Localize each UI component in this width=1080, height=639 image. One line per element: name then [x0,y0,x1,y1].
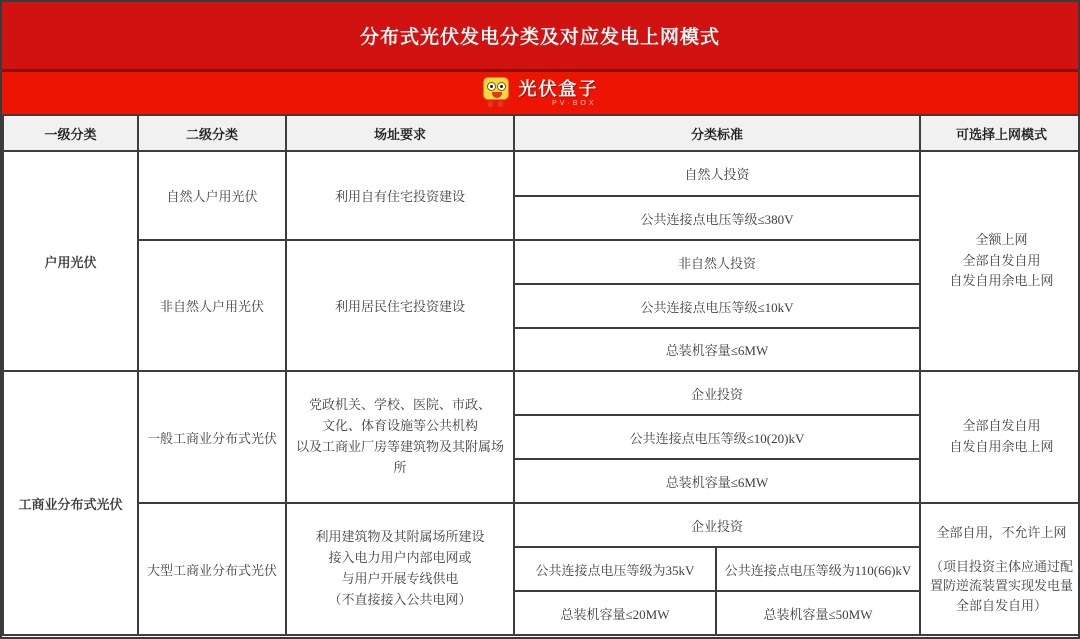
mode-line: 全部自发自用 [962,252,1041,268]
cell-site-general-commercial [286,371,514,503]
cell-level2-non-natural-person: 非自然人户用光伏 [138,240,286,371]
title-banner [2,2,1078,72]
mode-line: 全部自发自用 [962,418,1041,434]
mode-line: 全部自用，不允许上网 [936,524,1067,540]
mode-line: 全额上网 [975,231,1028,247]
cell-criteria-large-voltage-110kv: 公共连接点电压等级为110(66)kV [716,547,920,591]
cell-criteria-large-voltage-35kv: 公共连接点电压等级为35kV [514,547,716,591]
mode-line: 自发自用余电上网 [949,439,1054,454]
site-line: 党政机关、学校、医院、市政、 [308,397,491,413]
cell-modes-general-commercial [920,371,1080,503]
cell-level2-large-commercial: 大型工商业分布式光伏 [138,503,286,635]
cell-site-natural-person: 利用自有住宅投资建设 [286,151,514,240]
cell-level1-commercial: 工商业分布式光伏 [3,371,138,635]
col-header-modes: 可选择上网模式 [920,115,1080,151]
cell-site-non-natural-person: 利用居民住宅投资建设 [286,240,514,371]
cell-level2-natural-person: 自然人户用光伏 [138,151,286,240]
cell-criteria-non-natural-investor: 非自然人投资 [514,240,920,284]
page-title: 分布式光伏发电分类及对应发电上网模式 [359,27,720,48]
cell-criteria-general-capacity: 总装机容量≤6MW [514,459,920,503]
mascot-foot [498,101,503,107]
cell-criteria-large-investor: 企业投资 [514,503,920,547]
table-header-row [3,115,1080,151]
table-row [3,503,1080,547]
site-line: （不直接接入公共电网） [328,591,472,607]
col-header-site: 场址要求 [286,115,514,151]
cell-criteria-natural-investor: 自然人投资 [514,151,920,196]
mascot-eye [497,82,506,91]
mascot-mouth [492,92,502,98]
pv-box-logo [519,80,599,107]
cell-level2-general-commercial: 一般工商业分布式光伏 [138,371,286,503]
site-line: 以及工商业厂房等建筑物及其附属场所 [295,439,504,475]
cell-criteria-general-investor: 企业投资 [514,371,920,415]
cell-modes-large-commercial [920,503,1080,635]
logo-brand-text: 光伏盒子 [518,78,599,99]
mode-note: （项目投资主体应通过配置防逆流装置实现发电量全部自发自用） [930,558,1074,613]
col-header-level1: 一级分类 [3,115,138,151]
site-line: 文化、体育设施等公共机构 [321,418,478,434]
logo-band [2,72,1078,114]
cell-criteria-natural-voltage: 公共连接点电压等级≤380V [514,196,920,240]
logo-subtitle: PV·BOX [552,99,597,107]
cell-level1-household: 户用光伏 [3,151,138,371]
mascot-body [483,77,509,100]
cell-modes-household [920,151,1080,371]
site-line: 利用建筑物及其附属场所建设 [315,529,485,545]
cell-criteria-non-natural-capacity: 总装机容量≤6MW [514,328,920,371]
col-header-level2: 二级分类 [138,115,286,151]
table-row [3,240,1080,284]
mascot-foot [488,101,493,107]
table-row [3,371,1080,415]
mode-line: 自发自用余电上网 [949,273,1054,289]
site-line: 接入电力用户内部电网或 [328,550,472,566]
cell-criteria-non-natural-voltage: 公共连接点电压等级≤10kV [514,284,920,328]
cell-criteria-general-voltage: 公共连接点电压等级≤10(20)kV [514,415,920,459]
cell-criteria-large-capacity-20mw: 总装机容量≤20MW [514,591,716,635]
classification-table [2,114,1080,636]
site-line: 与用户开展专线供电 [341,571,459,586]
cell-site-large-commercial [286,503,514,635]
table-row [3,151,1080,196]
col-header-criteria: 分类标准 [514,115,920,151]
pv-box-mascot-icon [482,76,510,110]
mascot-eye [487,82,496,91]
cell-criteria-large-capacity-50mw: 总装机容量≤50MW [716,591,920,635]
